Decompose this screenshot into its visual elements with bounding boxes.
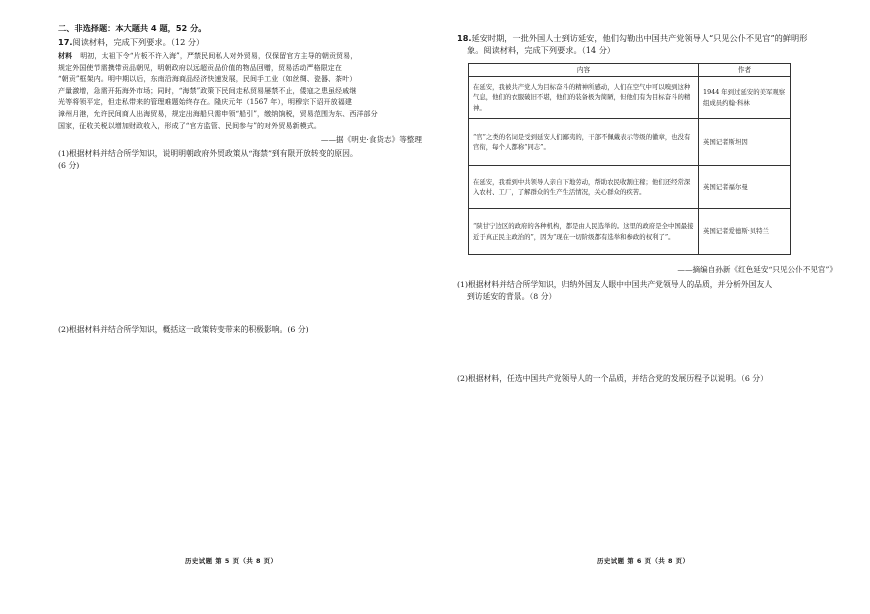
question-18-lower <box>457 262 837 385</box>
table-row <box>469 77 791 119</box>
sub-question-1 <box>457 279 837 303</box>
material-source: ——摘编自孙新《红色延安“只见公仆不见官”》 <box>677 265 837 274</box>
table-header-content: 内容 <box>469 64 699 77</box>
question-17-header <box>58 36 422 48</box>
material-line: 明初，太祖下令“片板不许入海”，严禁民间私人对外贸易，仅保留官方主导的朝贡贸易， <box>80 52 358 60</box>
table-cell-content: 在延安，我看到中共领导人亲自下地劳动，帮助农民收割庄稼；他们还经常深入农村、工厂，了解群众的生产生活情况，关心群众的疾苦。 <box>469 166 699 209</box>
question-number: 18. <box>457 33 472 43</box>
table-cell-content: “陕甘宁边区的政府的各种机构，都是由人民选举的。这里的政府是全中国最接近于真正民主政治的”，因为“现在一切阶级都有选举和参政的权利了”。 <box>469 209 699 255</box>
table-cell-author: 英国记者福尔曼 <box>699 166 791 209</box>
table-row <box>469 119 791 166</box>
question-17-material <box>58 51 422 132</box>
table-header-author: 作者 <box>699 64 791 77</box>
material-tag: 材料 <box>58 52 73 60</box>
material-line: 国家，征收关税以增加财政收入，形成了“官方监管、民间参与”的对外贸易新模式。 <box>58 121 321 130</box>
right-column <box>457 32 837 56</box>
table-cell-author: 英国记者斯坦因 <box>699 119 791 166</box>
material-line: 漳州月港，允许民间商人出海贸易，规定出海船只需申领“船引”，缴纳饷税，贸易范围为东、西洋部分 <box>58 109 378 118</box>
table-header-row <box>469 64 791 77</box>
table-row <box>469 166 791 209</box>
material-table <box>468 63 791 255</box>
table-row <box>469 209 791 255</box>
sub-question-2: (2)根据材料，任选中国共产党领导人的一个品质，并结合党的发展历程予以说明。（6 分） <box>457 374 768 383</box>
page-footer: 历史试题 第 6 页（共 8 页） <box>597 557 690 565</box>
sub-question-1-score: (6 分) <box>58 161 80 171</box>
sub-question-1-text: (1)根据材料并结合所学知识，说明明朝政府外贸政策从“海禁”到有限开放转变的原因。 <box>58 149 358 159</box>
material-source: ——据《明史·食货志》等整理 <box>320 135 422 145</box>
question-prompt: 阅读材料，完成下列要求。（12 分） <box>72 37 205 47</box>
material-line: 产量激增，急需开拓海外市场；同时，“海禁”政策下民间走私贸易屡禁不止，倭寇之患虽经戚继 <box>58 86 357 95</box>
material-line: 规定外国使节需携带贡品朝见，明朝政府以远超贡品价值的物品回赠，贸易活动严格限定在 <box>58 63 342 72</box>
sub-question-2: (2)根据材料并结合所学知识，概括这一政策转变带来的积极影响。(6 分) <box>58 325 309 335</box>
sub-question-1-line: 到访延安的背景。（8 分） <box>467 292 557 301</box>
table-cell-author: 英国记者爱德斯·贝特兰 <box>699 209 791 255</box>
question-prompt-line: 延安时期，一批外国人士到访延安，他们勾勒出中国共产党领导人“只见公仆不见官”的鲜明形 <box>471 33 808 43</box>
question-number: 17. <box>58 37 73 47</box>
left-column <box>58 22 422 336</box>
material-line: “朝贡”框架内。明中期以后，东南沿海商品经济快速发展，民间手工业（如丝绸、瓷器、茶叶） <box>58 75 357 84</box>
page-footer: 历史试题 第 5 页（共 8 页） <box>185 557 278 565</box>
material-line: 光等将领平定，但走私带来的管理难题始终存在。隆庆元年（1567 年），明穆宗下诏开放福建 <box>58 98 352 107</box>
question-18-header <box>457 32 837 56</box>
section-heading: 二、非选择题：本大题共 4 题，52 分。 <box>58 23 207 33</box>
sub-question-1 <box>58 148 422 172</box>
sub-question-1-line: (1)根据材料并结合所学知识，归纳外国友人眼中中国共产党领导人的品质，并分析外国友人 <box>457 280 773 289</box>
question-prompt-line: 象。阅读材料，完成下列要求。（14 分） <box>467 45 616 55</box>
table-cell-author: 1944 年到过延安的美军观察组成员约翰·科林 <box>699 77 791 119</box>
table-cell-content: “官”之类的名词是受到延安人们鄙夷的，干部不佩戴表示等级的徽章，也没有官衔，每个人都称“同志”。 <box>469 119 699 166</box>
table-cell-content: 在延安，我被共产党人为目标奋斗的精神所感动，人们在空气中可以嗅到这种气息，他们的衣服破旧不堪，他们的装备极为简陋，但他们有为目标奋斗的精神。 <box>469 77 699 119</box>
right-page <box>435 0 870 614</box>
